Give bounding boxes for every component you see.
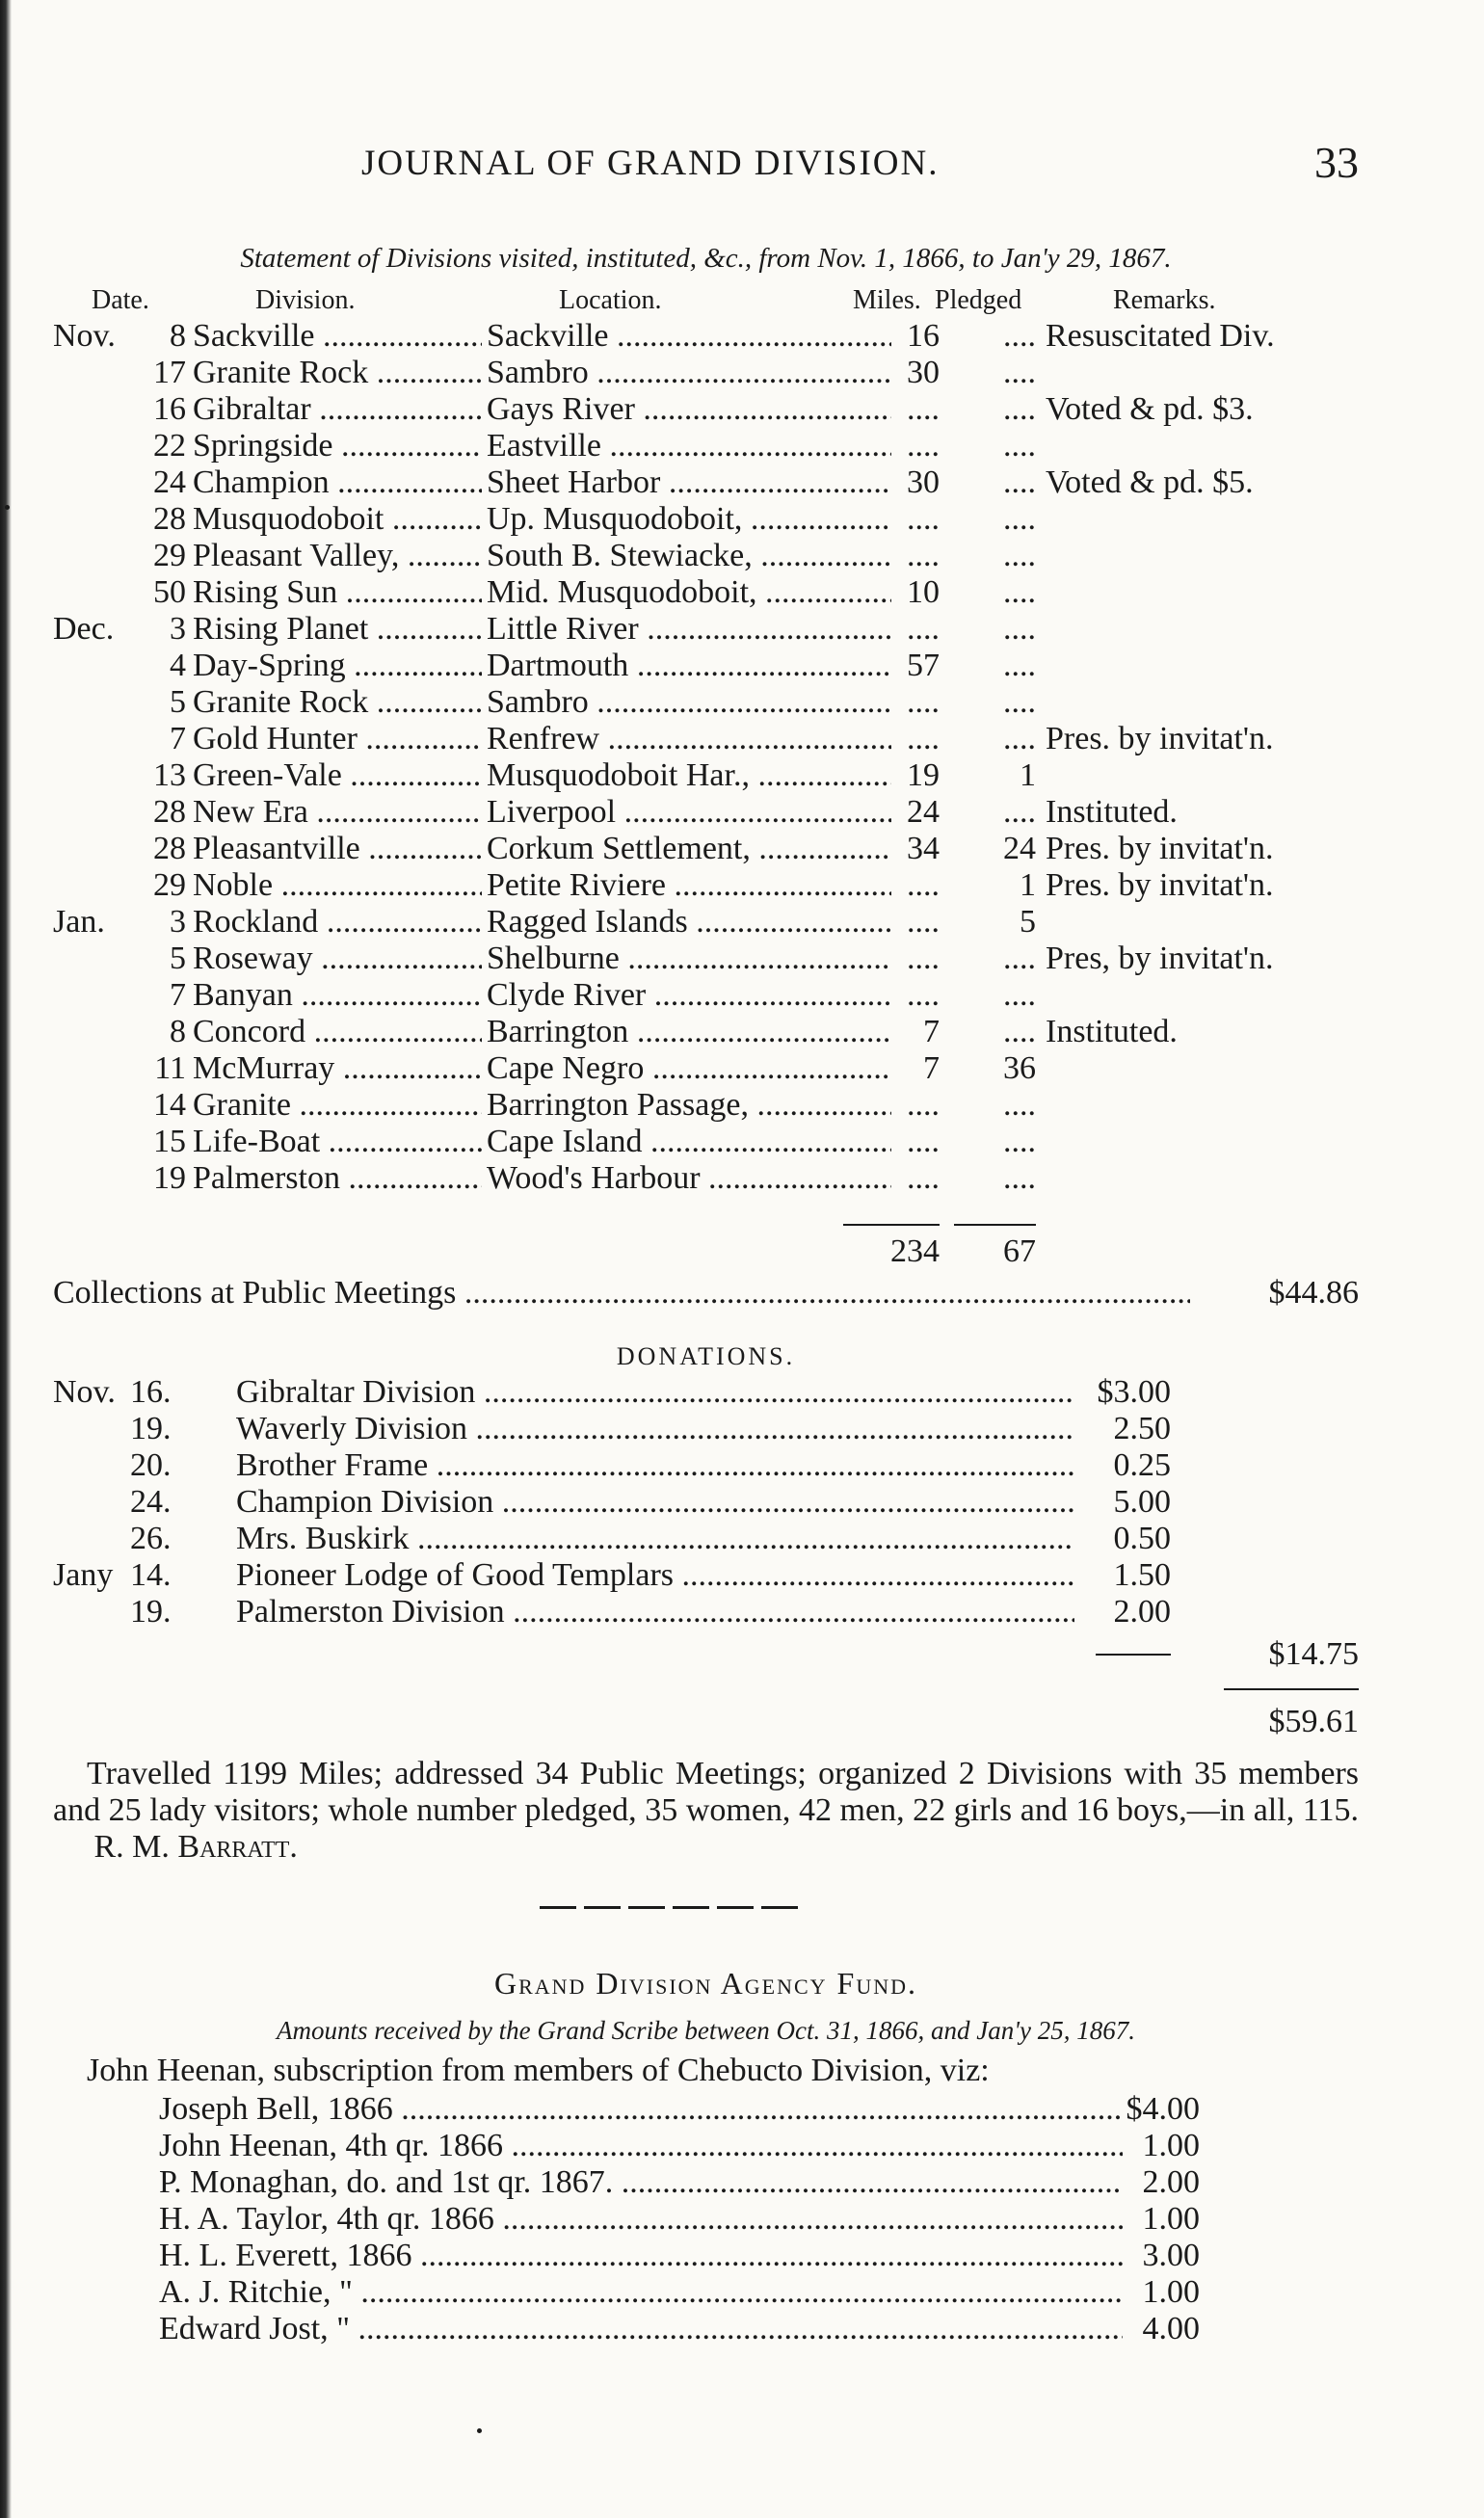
visit-day: 3: [170, 611, 186, 647]
visit-miles: ....: [907, 941, 940, 976]
donation-donor: Pioneer Lodge of Good Templars .....: [236, 1557, 1074, 1594]
table-row: [53, 941, 1359, 977]
table-row: [53, 2164, 1359, 2201]
visit-day: 17: [153, 355, 186, 390]
table-row: [53, 721, 1359, 757]
visit-month: Dec.: [53, 611, 115, 647]
visit-location: Little River .....: [487, 611, 891, 648]
visit-division: Rising Sun .....: [193, 574, 482, 611]
visit-division: Champion .....: [193, 464, 482, 501]
visit-location: Petite Riviere .....: [487, 867, 891, 904]
visit-day: 28: [153, 501, 186, 537]
visit-day: 14: [153, 1087, 186, 1123]
visit-miles: ....: [907, 904, 940, 940]
visit-day: 7: [170, 977, 186, 1013]
donation-day: 19.: [130, 1411, 172, 1446]
visit-location: Eastville .....: [487, 428, 891, 464]
visit-division: Concord .....: [193, 1014, 482, 1050]
visit-division: Rising Planet .....: [193, 611, 482, 648]
collections-amount: $44.86: [1268, 1275, 1359, 1311]
visit-miles: ....: [907, 538, 940, 573]
running-header: [53, 138, 1359, 200]
agency-member: H. A. Taylor, 4th qr. 1866 .....: [159, 2201, 1123, 2238]
visit-remarks: Voted & pd. $3.: [1046, 391, 1254, 427]
agency-member: John Heenan, 4th qr. 1866 .....: [159, 2128, 1123, 2164]
visit-miles: ....: [907, 501, 940, 537]
visit-day: 8: [170, 1014, 186, 1049]
visit-pledged: ....: [1003, 648, 1036, 683]
visit-miles: 24: [907, 794, 940, 830]
summary-text: Travelled 1199 Miles; addressed 34 Public Meetings; organized 2 Divisions with 35 members and 25 lady visitors; whole number pledged, 35 women, 42 men, 22 girls and 16 boys,—in all, 115.: [53, 1756, 1359, 1828]
visit-location: Mid. Musquodoboit, .....: [487, 574, 891, 611]
visit-division: Gold Hunter .....: [193, 721, 482, 757]
total-miles: 234: [890, 1233, 940, 1269]
visit-division: Roseway .....: [193, 941, 482, 977]
visit-day: 24: [153, 464, 186, 500]
visit-day: 11: [154, 1050, 186, 1086]
visit-division: Rockland .....: [193, 904, 482, 941]
visit-month: Nov.: [53, 318, 116, 354]
visit-day: 5: [170, 941, 186, 976]
donation-amount: $3.00: [1097, 1374, 1171, 1410]
visit-day: 19: [153, 1160, 186, 1196]
visit-miles: 57: [907, 648, 940, 683]
stray-mark: [477, 2428, 482, 2433]
table-row: [53, 1484, 1359, 1521]
signature: R. M. Barratt.: [93, 1829, 298, 1865]
donation-amount: 0.25: [1113, 1447, 1171, 1483]
visits-column-headers: [53, 285, 1359, 320]
visits-caption: Statement of Divisions visited, instituted, &c., from Nov. 1, 1866, to Jan'y 29, 1867.: [240, 243, 1172, 274]
visit-division: Sackville .....: [193, 318, 482, 355]
agency-amount: 1.00: [1142, 2201, 1200, 2237]
margin-mark: [5, 505, 10, 510]
visit-pledged: 24: [1003, 831, 1036, 866]
table-row: [53, 648, 1359, 684]
agency-member: H. L. Everett, 1866 .....: [159, 2238, 1123, 2274]
agency-fund-caption: Amounts received by the Grand Scribe between Oct. 31, 1866, and Jan'y 25, 1867.: [276, 2016, 1136, 2045]
visit-location: Barrington .....: [487, 1014, 891, 1050]
col-miles: Miles.: [853, 285, 921, 315]
visit-division: Palmerston .....: [193, 1160, 482, 1197]
table-row: [53, 831, 1359, 867]
visit-pledged: ....: [1003, 611, 1036, 647]
col-location: Location.: [559, 285, 662, 315]
visit-miles: ....: [907, 1160, 940, 1196]
table-row: [53, 1014, 1359, 1050]
table-row: [53, 538, 1359, 574]
donation-day: 14.: [130, 1557, 172, 1593]
visit-day: 29: [153, 538, 186, 573]
visit-location: Up. Musquodoboit, .....: [487, 501, 891, 538]
col-date: Date.: [92, 285, 149, 315]
donation-month: Nov.: [53, 1374, 116, 1410]
visit-miles: ....: [907, 977, 940, 1013]
grand-total-rule: [1224, 1688, 1359, 1690]
table-row: [53, 464, 1359, 501]
visit-division: Day-Spring .....: [193, 648, 482, 684]
donation-donor: Palmerston Division .....: [236, 1594, 1074, 1630]
donation-donor: Brother Frame .....: [236, 1447, 1074, 1484]
visit-division: Banyan .....: [193, 977, 482, 1014]
grand-total: $59.61: [1268, 1704, 1359, 1739]
visit-day: 22: [153, 428, 186, 464]
col-division: Division.: [255, 285, 356, 315]
table-row: [53, 2201, 1359, 2238]
visit-miles: 19: [907, 757, 940, 793]
agency-member: Edward Jost, " .....: [159, 2311, 1123, 2347]
visit-miles: 10: [907, 574, 940, 610]
table-row: [53, 684, 1359, 721]
table-row: [53, 1411, 1359, 1447]
visit-location: Gays River .....: [487, 391, 891, 428]
visit-division: Musquodoboit .....: [193, 501, 482, 538]
visit-pledged: ....: [1003, 721, 1036, 756]
visit-miles: ....: [907, 867, 940, 903]
visit-remarks: Pres. by invitat'n.: [1046, 867, 1274, 903]
visit-location: Cape Island .....: [487, 1124, 891, 1160]
visit-remarks: Pres. by invitat'n.: [1046, 831, 1274, 866]
visit-pledged: ....: [1003, 355, 1036, 390]
visit-pledged: ....: [1003, 464, 1036, 500]
table-row: [53, 1447, 1359, 1484]
visit-miles: ....: [907, 611, 940, 647]
table-row: [53, 757, 1359, 794]
miles-total-rule: [843, 1224, 940, 1226]
summary-paragraph: [53, 1756, 1359, 1866]
visit-division: Noble .....: [193, 867, 482, 904]
donation-amount: 2.00: [1113, 1594, 1171, 1630]
table-row: [53, 1594, 1359, 1630]
visit-division: Granite Rock .....: [193, 355, 482, 391]
visit-location: South B. Stewiacke, .....: [487, 538, 891, 574]
table-row: [53, 1557, 1359, 1594]
visit-miles: 7: [923, 1050, 940, 1086]
table-row: [53, 2274, 1359, 2311]
visit-miles: ....: [907, 391, 940, 427]
visit-pledged: ....: [1003, 977, 1036, 1013]
visit-location: Dartmouth .....: [487, 648, 891, 684]
visit-pledged: ....: [1003, 1160, 1036, 1196]
visit-location: Musquodoboit Har., .....: [487, 757, 891, 794]
table-row: [53, 501, 1359, 538]
agency-fund-intro: John Heenan, subscription from members of Chebucto Division, viz:: [87, 2053, 990, 2088]
visit-day: 28: [153, 831, 186, 866]
visit-division: Gibraltar .....: [193, 391, 482, 428]
table-row: [53, 867, 1359, 904]
book-spine-edge: [0, 0, 12, 2518]
visit-pledged: ....: [1003, 318, 1036, 354]
table-row: [53, 574, 1359, 611]
agency-amount: 2.00: [1142, 2164, 1200, 2200]
agency-amount: 3.00: [1142, 2238, 1200, 2273]
table-row: [53, 318, 1359, 355]
agency-member: Joseph Bell, 1866 .....: [159, 2091, 1123, 2128]
donation-amount: 2.50: [1113, 1411, 1171, 1446]
visit-pledged: ....: [1003, 501, 1036, 537]
visit-pledged: ....: [1003, 684, 1036, 720]
donation-amount: 0.50: [1113, 1521, 1171, 1556]
subtotal-dash: [1096, 1654, 1171, 1656]
table-row: [53, 2311, 1359, 2347]
donations-subtotal-line: [53, 1636, 1359, 1679]
visit-location: Sambro .....: [487, 684, 891, 721]
agency-fund-title: Grand Division Agency Fund.: [493, 1966, 917, 2001]
visit-remarks: Resuscitated Div.: [1046, 318, 1275, 354]
visit-pledged: ....: [1003, 1014, 1036, 1049]
visit-pledged: 5: [1020, 904, 1036, 940]
visit-pledged: ....: [1003, 1124, 1036, 1159]
visit-day: 15: [153, 1124, 186, 1159]
agency-amount: 1.00: [1142, 2128, 1200, 2163]
donation-day: 20.: [130, 1447, 172, 1483]
visit-pledged: ....: [1003, 391, 1036, 427]
visit-month: Jan.: [53, 904, 105, 940]
agency-amount: 4.00: [1142, 2311, 1200, 2346]
donation-donor: Gibraltar Division .....: [236, 1374, 1074, 1411]
page-number: 33: [1314, 138, 1359, 187]
visit-remarks: Pres. by invitat'n.: [1046, 721, 1274, 756]
visit-division: Granite Rock .....: [193, 684, 482, 721]
visit-pledged: ....: [1003, 941, 1036, 976]
total-pledged: 67: [1003, 1233, 1036, 1269]
visit-day: 16: [153, 391, 186, 427]
visit-day: 3: [170, 904, 186, 940]
donation-donor: Champion Division .....: [236, 1484, 1074, 1521]
visit-miles: ....: [907, 428, 940, 464]
visit-pledged: ....: [1003, 794, 1036, 830]
visit-day: 8: [170, 318, 186, 354]
visit-location: Shelburne .....: [487, 941, 891, 977]
agency-member: A. J. Ritchie, " .....: [159, 2274, 1123, 2311]
donations-title: DONATIONS.: [616, 1342, 796, 1370]
visit-location: Corkum Settlement, .....: [487, 831, 891, 867]
donation-month: Jany: [53, 1557, 114, 1593]
visit-division: Life-Boat .....: [193, 1124, 482, 1160]
col-remarks: Remarks.: [1113, 285, 1216, 315]
table-row: [53, 904, 1359, 941]
visit-miles: ....: [907, 1087, 940, 1123]
collections-line: [53, 1275, 1359, 1313]
visit-pledged: ....: [1003, 428, 1036, 464]
table-row: [53, 794, 1359, 831]
visit-location: Ragged Islands .....: [487, 904, 891, 941]
visit-remarks: Instituted.: [1046, 1014, 1178, 1049]
visit-division: Springside .....: [193, 428, 482, 464]
visits-table: [53, 318, 1359, 1197]
visit-pledged: 1: [1020, 867, 1036, 903]
table-row: [53, 2238, 1359, 2274]
collections-label: Collections at Public Meetings .....: [53, 1275, 1190, 1312]
table-row: [53, 977, 1359, 1014]
visit-location: Sambro .....: [487, 355, 891, 391]
donation-day: 26.: [130, 1521, 172, 1556]
visit-division: Granite .....: [193, 1087, 482, 1124]
running-title: JOURNAL OF GRAND DIVISION.: [361, 144, 940, 183]
visit-day: 13: [153, 757, 186, 793]
visit-day: 4: [170, 648, 186, 683]
donation-amount: 5.00: [1113, 1484, 1171, 1520]
visit-location: Sackville .....: [487, 318, 891, 355]
visit-location: Liverpool .....: [487, 794, 891, 831]
visit-location: Barrington Passage, .....: [487, 1087, 891, 1124]
visit-remarks: Pres, by invitat'n.: [1046, 941, 1274, 976]
table-row: [53, 1374, 1359, 1411]
visit-day: 50: [153, 574, 186, 610]
visit-pledged: 36: [1003, 1050, 1036, 1086]
visit-division: Pleasant Valley, .....: [193, 538, 482, 574]
visit-miles: 30: [907, 355, 940, 390]
visit-miles: 30: [907, 464, 940, 500]
section-separator: [540, 1906, 800, 1909]
donations-subtotal: $14.75: [1268, 1636, 1359, 1672]
agency-member: P. Monaghan, do. and 1st qr. 1867. .....: [159, 2164, 1123, 2201]
visit-division: New Era .....: [193, 794, 482, 831]
visit-miles: ....: [907, 1124, 940, 1159]
visit-pledged: ....: [1003, 1087, 1036, 1123]
agency-fund-table: [53, 2091, 1359, 2347]
col-pledged: Pledged: [935, 285, 1022, 315]
table-row: [53, 1521, 1359, 1557]
donation-day: 16.: [130, 1374, 172, 1410]
visit-miles: 34: [907, 831, 940, 866]
visit-division: McMurray .....: [193, 1050, 482, 1087]
table-row: [53, 1087, 1359, 1124]
table-row: [53, 2128, 1359, 2164]
donation-day: 19.: [130, 1594, 172, 1630]
table-row: [53, 391, 1359, 428]
visit-day: 5: [170, 684, 186, 720]
agency-amount: $4.00: [1126, 2091, 1200, 2127]
donation-day: 24.: [130, 1484, 172, 1520]
visit-miles: ....: [907, 684, 940, 720]
visit-remarks: Voted & pd. $5.: [1046, 464, 1254, 500]
donation-donor: Waverly Division .....: [236, 1411, 1074, 1447]
table-row: [53, 428, 1359, 464]
visits-totals: [53, 1224, 1359, 1272]
visit-pledged: 1: [1020, 757, 1036, 793]
visit-remarks: Instituted.: [1046, 794, 1178, 830]
table-row: [53, 1124, 1359, 1160]
table-row: [53, 1050, 1359, 1087]
table-row: [53, 611, 1359, 648]
visit-location: Clyde River .....: [487, 977, 891, 1014]
visit-pledged: ....: [1003, 574, 1036, 610]
agency-amount: 1.00: [1142, 2274, 1200, 2310]
donation-amount: 1.50: [1113, 1557, 1171, 1593]
visit-day: 29: [153, 867, 186, 903]
visit-location: Sheet Harbor .....: [487, 464, 891, 501]
visit-division: Pleasantville .....: [193, 831, 482, 867]
donation-donor: Mrs. Buskirk .....: [236, 1521, 1074, 1557]
visit-location: Cape Negro .....: [487, 1050, 891, 1087]
table-row: [53, 1160, 1359, 1197]
table-row: [53, 2091, 1359, 2128]
visit-miles: 16: [907, 318, 940, 354]
visit-miles: 7: [923, 1014, 940, 1049]
visit-day: 7: [170, 721, 186, 756]
visit-location: Renfrew .....: [487, 721, 891, 757]
visit-location: Wood's Harbour .....: [487, 1160, 891, 1197]
visit-miles: ....: [907, 721, 940, 756]
visit-pledged: ....: [1003, 538, 1036, 573]
table-row: [53, 355, 1359, 391]
pledged-total-rule: [954, 1224, 1036, 1226]
visit-day: 28: [153, 794, 186, 830]
visit-division: Green-Vale .....: [193, 757, 482, 794]
donations-table: [53, 1374, 1359, 1630]
